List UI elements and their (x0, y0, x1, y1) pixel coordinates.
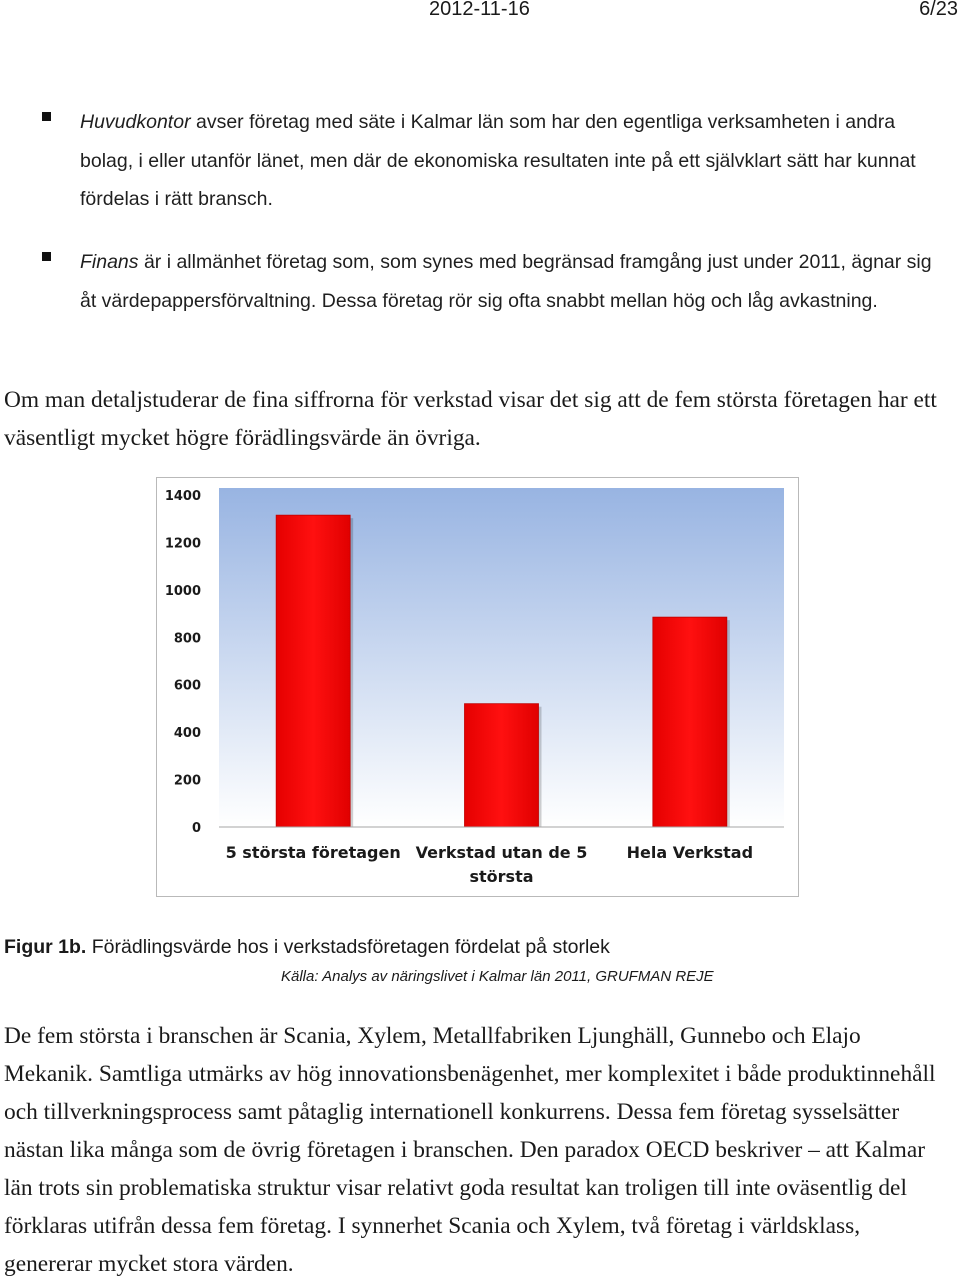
y-tick-label: 600 (173, 678, 201, 694)
y-tick-label: 1200 (164, 536, 201, 552)
y-tick-label: 0 (191, 821, 201, 836)
y-tick-label: 800 (173, 631, 201, 647)
bar (465, 704, 539, 827)
y-axis-ticks (165, 489, 201, 836)
y-tick-label: 1400 (164, 489, 201, 504)
bullet-text (80, 103, 942, 219)
page-number: 6/23 (919, 0, 958, 20)
bullet-term: Huvudkontor (80, 111, 191, 133)
x-category-label: största (469, 867, 534, 886)
figure-title: Förädlingsvärde hos i verkstadsföretagen fördelat på storlek (86, 936, 610, 958)
bullet-body: är i allmänhet företag som, som synes med begränsad framgång just under 2011, ägnar sig åt värdepappersförvaltning. Dessa företag rör sig ofta snabbt mellan hög och låg avkastning. (80, 251, 932, 312)
x-category-label: Verkstad utan de 5 (415, 843, 588, 862)
bar (653, 617, 727, 827)
page-header (0, 0, 960, 24)
figure-label: Figur 1b. (4, 936, 87, 958)
body-paragraph: Om man detaljstuderar de fina siffrorna för verkstad visar det sig att de fem största företagen har ett väsentligt mycket högre förädlingsvärde än övriga. (4, 387, 937, 451)
figure-caption (4, 936, 610, 959)
x-axis-labels (226, 843, 753, 886)
square-bullet-icon (42, 112, 51, 121)
bar-chart-svg (157, 478, 798, 896)
figure-source: Källa: Analys av näringslivet i Kalmar län 2011, GRUFMAN REJE (281, 968, 714, 985)
bullet-text (80, 243, 942, 320)
y-tick-label: 1000 (164, 583, 201, 599)
x-category-label: 5 största företagen (225, 843, 401, 862)
header-date: 2012-11-16 (429, 0, 530, 20)
y-tick-label: 200 (173, 773, 201, 789)
body-paragraph: De fem största i branschen är Scania, Xylem, Metallfabriken Ljunghäll, Gunnebo och Elajo Mekanik. Samtliga utmärks av hög innovationsbenägenhet, mer komplexitet i både produktinnehåll och tillverkningsprocess samt påtaglig internationell konkurrens. Dessa fem företag sysselsätter nästan lika många som de övrig företagen i branschen. Den paradox OECD beskriver – att Kalmar län trots sin problematiska struktur visar relativt goda resultat kan troligen till inte oväsentlig del förklaras utifrån dessa fem företag. I synnerhet Scania och Xylem, två företag i världsklass, genererar mycket stora värden. (4, 1023, 936, 1277)
bullet-body: avser företag med säte i Kalmar län som har den egentliga verksamheten i andra bolag, i eller utanför länet, men där de ekonomiska resultaten inte på ett självklart sätt har kunnat fördelas i rätt bransch. (80, 111, 916, 210)
bullet-term: Finans (80, 251, 139, 273)
y-tick-label: 400 (173, 726, 201, 742)
x-category-label: Hela Verkstad (626, 843, 754, 862)
bar-chart (156, 477, 799, 897)
bar (276, 515, 350, 827)
square-bullet-icon (42, 252, 51, 261)
